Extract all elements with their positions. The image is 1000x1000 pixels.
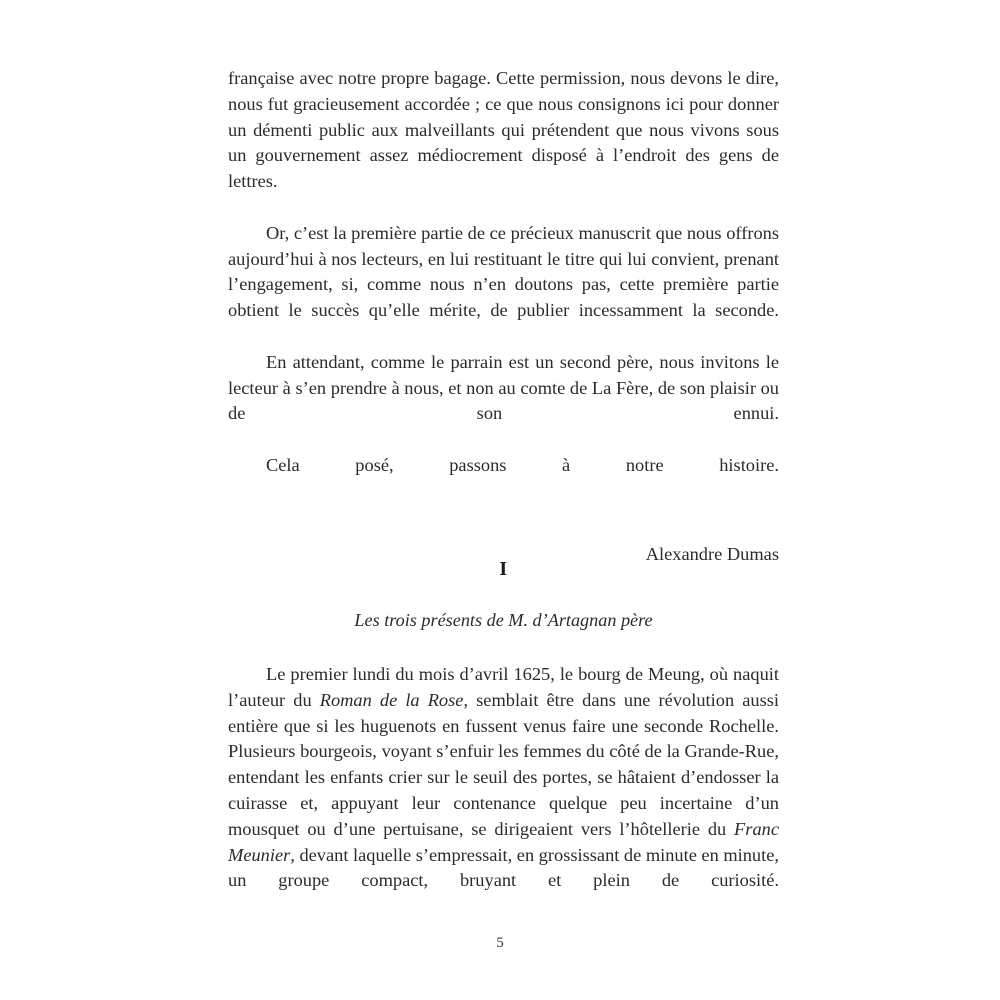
page-number: 5: [496, 935, 504, 951]
paragraph-cela-pose: Cela posé, passons à notre histoire.: [266, 454, 779, 475]
chapter-body-column: [228, 662, 779, 920]
italic-work-title: Roman de la Rose: [319, 689, 464, 710]
preface-text-column: [228, 66, 779, 567]
chapter-number: I: [499, 558, 508, 580]
author-signature: Alexandre Dumas: [645, 543, 779, 564]
paragraph-continued: française avec notre propre bagage. Cette permission, nous devons le dire, nous fut gracieusement accordée ; ce que nous consignons ici pour donner un démenti public aux malveillants qui prétendent que nous vivons sous un gouvernement assez médiocrement disposé à l’endroit des gens de lettres.: [228, 68, 779, 192]
paragraph-or: Or, c’est la première partie de ce précieux manuscrit que nous offrons aujourd’hui à nos lecteurs, en lui restituant le titre qui lui convient, prenant l’engagement, si, comme nous n’en doutons pas, cette première partie obtient le succès qu’elle mérite, de publier incessamment la seconde.: [228, 222, 779, 321]
italic-work-title: Franc Meunier: [228, 818, 779, 865]
chapter-opening-paragraph: Le premier lundi du mois d’avril 1625, le bourg de Meung, où naquit l’auteur du Roman de la Rose, semblait être dans une révolution aussi entière que si les huguenots en fussent venus faire une seconde Rochelle. Plusieurs bourgeois, voyant s’enfuir les femmes du côté de la Grande-Rue, entendant les enfants crier sur le seuil des portes, se hâtaient d’endosser la cuirasse et, appuyant leur contenance quelque peu incertaine d’un mousquet ou d’une pertuisane, se dirigeaient vers l’hôtellerie du Franc Meunier, devant laquelle s’empressait, en grossissant de minute en minute, un groupe compact, bruyant et plein de curiosité.: [228, 664, 779, 891]
chapter-heading: [228, 556, 779, 633]
chapter-title: Les trois présents de M. d’Artagnan père: [354, 610, 653, 630]
paragraph-en-attendant: En attendant, comme le parrain est un second père, nous invitons le lecteur à s’en prendre à nous, et non au comte de La Fère, de son plaisir ou de son ennui.: [228, 351, 779, 424]
